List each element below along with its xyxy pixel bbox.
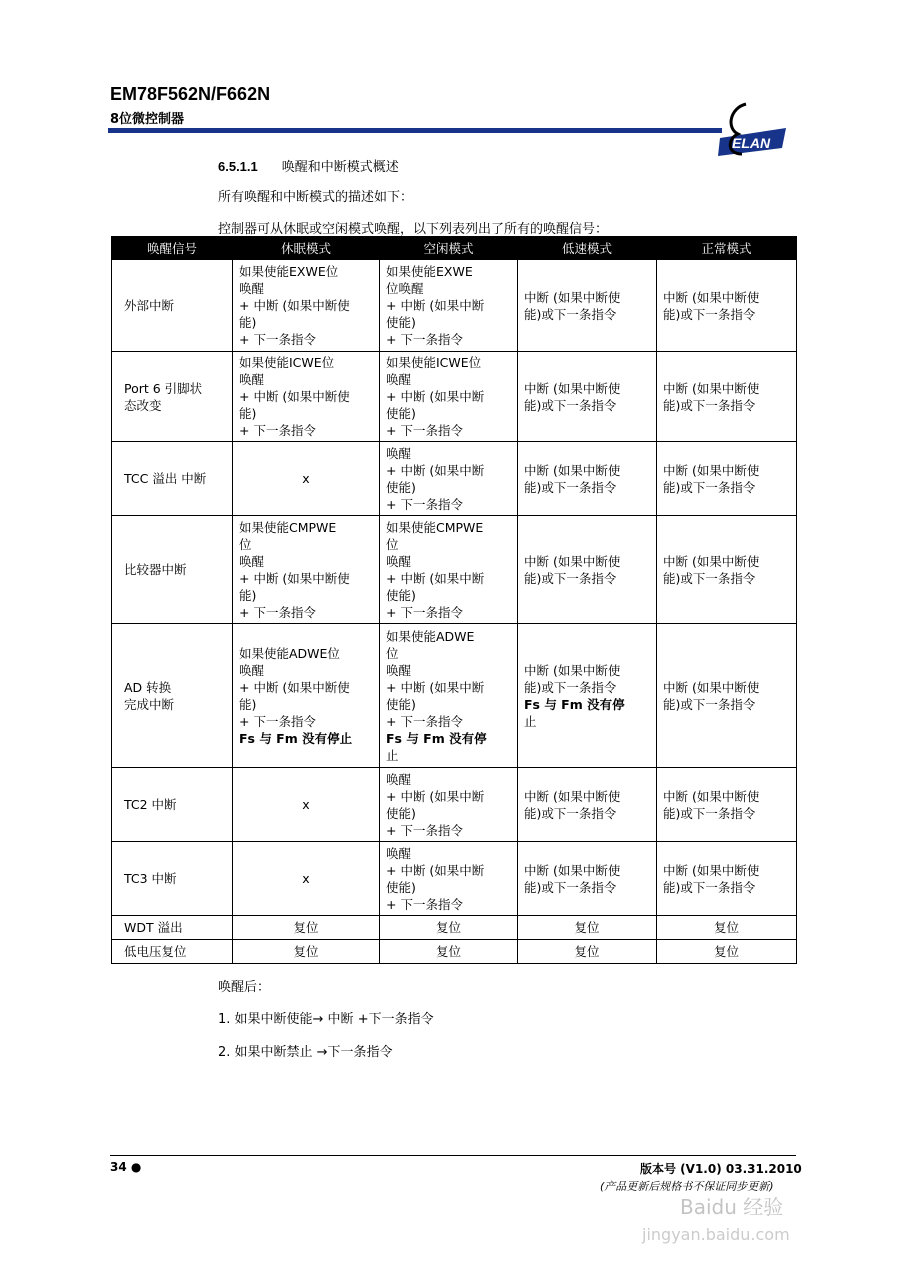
cell-line: 能)或下一条指令 bbox=[663, 397, 756, 413]
cell-line: Fs 与 Fm 没有停止 bbox=[239, 730, 353, 746]
after-wakeup-item-1: 1. 如果中断使能→ 中断 +下一条指令 bbox=[218, 1012, 434, 1027]
cell-line: 能)或下一条指令 bbox=[524, 479, 617, 495]
cell-line: + 下一条指令 bbox=[239, 332, 316, 347]
cell-line: 中断 (如果中断使 bbox=[524, 788, 621, 804]
cell-line: 唤醒 bbox=[239, 553, 265, 569]
cell-line: 能)或下一条指令 bbox=[663, 479, 756, 495]
table-row bbox=[112, 624, 797, 768]
cell-sleep bbox=[233, 624, 380, 768]
cell-low bbox=[518, 260, 657, 352]
cell-low bbox=[518, 352, 657, 442]
cell-line: + 下一条指令 bbox=[239, 423, 316, 438]
cell-signal bbox=[112, 352, 233, 442]
cell-line: + 中断 (如果中断 bbox=[386, 298, 485, 313]
cell-line: 低电压复位 bbox=[124, 944, 187, 959]
cell-line: 使能) bbox=[386, 479, 416, 495]
cell-line: 中断 (如果中断使 bbox=[524, 289, 621, 305]
cell-line: 使能) bbox=[386, 406, 416, 421]
cell-line: 能)或下一条指令 bbox=[524, 397, 617, 413]
cell-line: + 下一条指令 bbox=[239, 713, 316, 729]
cell-line: 复位 bbox=[713, 944, 739, 959]
cell-line: 完成中断 bbox=[124, 696, 175, 712]
cell-sleep bbox=[233, 768, 380, 842]
cell-line: + 下一条指令 bbox=[386, 332, 463, 347]
doc-title: EM78F562N/F662N bbox=[110, 84, 271, 104]
cell-line: AD 转换 bbox=[124, 679, 172, 695]
cell-line: 复位 bbox=[435, 920, 461, 935]
cell-line: + 下一条指令 bbox=[386, 423, 463, 438]
table-row bbox=[112, 768, 797, 842]
table-row bbox=[112, 260, 797, 352]
cell-line: 复位 bbox=[293, 944, 319, 959]
cell-sleep bbox=[233, 352, 380, 442]
footer-note: (产品更新后规格书不保证同步更新) bbox=[600, 1180, 774, 1193]
cell-line: + 中断 (如果中断 bbox=[386, 570, 485, 586]
cell-line: 中断 (如果中断使 bbox=[524, 862, 621, 878]
cell-line: + 中断 (如果中断使 bbox=[239, 570, 350, 586]
cell-line: 能) bbox=[239, 406, 257, 421]
cell-line: + 中断 (如果中断使 bbox=[239, 298, 350, 313]
cell-line: TC2 中断 bbox=[124, 797, 177, 812]
cell-line: x bbox=[302, 871, 310, 886]
cell-line: 中断 (如果中断使 bbox=[524, 380, 621, 396]
cell-idle bbox=[380, 516, 518, 624]
cell-line: + 下一条指令 bbox=[386, 896, 463, 912]
cell-low bbox=[518, 842, 657, 916]
cell-line: 止 bbox=[386, 747, 399, 763]
cell-line: 唤醒 bbox=[386, 662, 412, 678]
cell-line: Fs 与 Fm 没有停 bbox=[386, 730, 487, 746]
table-header-row bbox=[112, 237, 797, 260]
cell-line: + 中断 (如果中断 bbox=[386, 389, 485, 404]
cell-line: 中断 (如果中断使 bbox=[663, 788, 760, 804]
cell-line: 使能) bbox=[386, 587, 416, 603]
cell-idle bbox=[380, 260, 518, 352]
cell-line: Fs 与 Fm 没有停 bbox=[524, 696, 625, 712]
after-wakeup-item-2: 2. 如果中断禁止 →下一条指令 bbox=[218, 1045, 393, 1060]
cell-normal bbox=[657, 940, 797, 964]
elan-logo bbox=[716, 98, 796, 158]
column-header: 低速模式 bbox=[518, 237, 657, 260]
cell-signal bbox=[112, 842, 233, 916]
cell-sleep bbox=[233, 916, 380, 940]
cell-sleep bbox=[233, 842, 380, 916]
cell-line: TCC 溢出 中断 bbox=[124, 471, 207, 486]
table-row bbox=[112, 442, 797, 516]
cell-low bbox=[518, 940, 657, 964]
cell-line: 使能) bbox=[386, 315, 416, 330]
cell-line: 如果使能EXWE bbox=[386, 264, 473, 279]
cell-line: 能)或下一条指令 bbox=[524, 306, 617, 322]
cell-line: 中断 (如果中断使 bbox=[524, 553, 621, 569]
cell-line: 唤醒 bbox=[239, 662, 265, 678]
cell-sleep bbox=[233, 442, 380, 516]
cell-line: x bbox=[302, 471, 310, 486]
wakeup-signal-table bbox=[111, 236, 797, 964]
cell-line: 能)或下一条指令 bbox=[524, 679, 617, 695]
cell-low bbox=[518, 516, 657, 624]
cell-line: + 中断 (如果中断 bbox=[386, 679, 485, 695]
cell-idle bbox=[380, 768, 518, 842]
cell-line: 使能) bbox=[386, 879, 416, 895]
cell-low bbox=[518, 624, 657, 768]
after-wakeup-label: 唤醒后： bbox=[218, 980, 271, 995]
cell-line: + 下一条指令 bbox=[386, 496, 463, 512]
cell-line: + 中断 (如果中断使 bbox=[239, 389, 350, 404]
svg-text:Baidu 经验: Baidu 经验 bbox=[680, 1195, 784, 1219]
cell-line: 中断 (如果中断使 bbox=[524, 462, 621, 478]
cell-line: 如果使能ICWE位 bbox=[386, 355, 482, 370]
cell-signal bbox=[112, 624, 233, 768]
cell-line: 能)或下一条指令 bbox=[663, 696, 756, 712]
table-row bbox=[112, 516, 797, 624]
cell-line: 态改变 bbox=[124, 397, 162, 413]
cell-sleep bbox=[233, 940, 380, 964]
doc-subtitle: 8位微控制器 bbox=[110, 112, 185, 127]
cell-line: x bbox=[302, 797, 310, 812]
cell-signal bbox=[112, 260, 233, 352]
cell-line: 复位 bbox=[435, 944, 461, 959]
cell-line: + 中断 (如果中断 bbox=[386, 862, 485, 878]
cell-normal bbox=[657, 442, 797, 516]
cell-line: + 中断 (如果中断使 bbox=[239, 679, 350, 695]
cell-line: 能) bbox=[239, 315, 257, 330]
section-heading bbox=[218, 156, 399, 175]
cell-line: + 下一条指令 bbox=[239, 604, 316, 620]
cell-low bbox=[518, 442, 657, 516]
header-rule bbox=[108, 128, 722, 133]
cell-normal bbox=[657, 768, 797, 842]
cell-line: 能)或下一条指令 bbox=[524, 570, 617, 586]
cell-line: 能)或下一条指令 bbox=[524, 879, 617, 895]
cell-line: 能)或下一条指令 bbox=[663, 570, 756, 586]
cell-line: 唤醒 bbox=[386, 372, 412, 387]
section-number: 6.5.1.1 bbox=[218, 159, 258, 174]
cell-idle bbox=[380, 624, 518, 768]
cell-line: 使能) bbox=[386, 805, 416, 821]
cell-line: 如果使能ICWE位 bbox=[239, 355, 335, 370]
column-header: 休眠模式 bbox=[233, 237, 380, 260]
cell-signal bbox=[112, 768, 233, 842]
footer-rule bbox=[110, 1155, 796, 1156]
cell-line: 能)或下一条指令 bbox=[663, 306, 756, 322]
cell-line: TC3 中断 bbox=[124, 871, 177, 886]
cell-line: 复位 bbox=[293, 920, 319, 935]
cell-normal bbox=[657, 516, 797, 624]
baidu-watermark bbox=[640, 1190, 810, 1250]
cell-line: 复位 bbox=[713, 920, 739, 935]
svg-text:jingyan.baidu.com: jingyan.baidu.com bbox=[642, 1225, 790, 1244]
cell-normal bbox=[657, 842, 797, 916]
table-row bbox=[112, 352, 797, 442]
cell-line: 中断 (如果中断使 bbox=[663, 862, 760, 878]
cell-line: 中断 (如果中断使 bbox=[663, 553, 760, 569]
column-header: 空闲模式 bbox=[380, 237, 518, 260]
cell-line: 唤醒 bbox=[239, 281, 265, 296]
cell-normal bbox=[657, 352, 797, 442]
cell-line: 如果使能CMPWE bbox=[239, 519, 337, 535]
cell-line: 中断 (如果中断使 bbox=[663, 380, 760, 396]
cell-line: 位 bbox=[386, 645, 399, 661]
cell-line: 位 bbox=[386, 536, 399, 552]
cell-line: 使能) bbox=[386, 696, 416, 712]
cell-idle bbox=[380, 916, 518, 940]
cell-line: 复位 bbox=[574, 920, 600, 935]
cell-idle bbox=[380, 352, 518, 442]
column-header: 正常模式 bbox=[657, 237, 797, 260]
cell-line: 外部中断 bbox=[124, 298, 175, 313]
cell-line: + 中断 (如果中断 bbox=[386, 462, 485, 478]
cell-line: 位唤醒 bbox=[386, 281, 424, 296]
cell-line: 如果使能CMPWE bbox=[386, 519, 484, 535]
cell-line: 如果使能ADWE位 bbox=[239, 645, 340, 661]
cell-line: 中断 (如果中断使 bbox=[663, 679, 760, 695]
cell-line: 能) bbox=[239, 696, 257, 712]
cell-low bbox=[518, 768, 657, 842]
version-label: 版本号 (V1.0) 03.31.2010 bbox=[640, 1162, 802, 1176]
cell-line: + 下一条指令 bbox=[386, 822, 463, 838]
cell-idle bbox=[380, 442, 518, 516]
cell-line: 中断 (如果中断使 bbox=[663, 462, 760, 478]
cell-line: 位 bbox=[239, 536, 252, 552]
cell-line: 能)或下一条指令 bbox=[663, 879, 756, 895]
cell-line: 复位 bbox=[574, 944, 600, 959]
cell-line: 如果使能ADWE bbox=[386, 628, 475, 644]
cell-signal bbox=[112, 516, 233, 624]
intro-text-1: 所有唤醒和中断模式的描述如下： bbox=[218, 190, 414, 205]
cell-signal bbox=[112, 940, 233, 964]
cell-line: + 中断 (如果中断 bbox=[386, 788, 485, 804]
cell-signal bbox=[112, 442, 233, 516]
cell-line: 比较器中断 bbox=[124, 562, 187, 577]
cell-normal bbox=[657, 624, 797, 768]
cell-idle bbox=[380, 842, 518, 916]
cell-signal bbox=[112, 916, 233, 940]
page-number: 34 ● bbox=[110, 1160, 142, 1174]
cell-line: Port 6 引脚状 bbox=[124, 380, 203, 396]
cell-low bbox=[518, 916, 657, 940]
cell-line: 唤醒 bbox=[386, 553, 412, 569]
cell-line: 能)或下一条指令 bbox=[663, 805, 756, 821]
column-header: 唤醒信号 bbox=[112, 237, 233, 260]
cell-line: 唤醒 bbox=[386, 445, 412, 461]
cell-line: 唤醒 bbox=[386, 771, 412, 787]
table-row bbox=[112, 940, 797, 964]
svg-text:ELAN: ELAN bbox=[732, 135, 771, 151]
cell-sleep bbox=[233, 516, 380, 624]
cell-line: 能)或下一条指令 bbox=[524, 805, 617, 821]
intro-text-2: 控制器可从休眠或空闲模式唤醒，以下列表列出了所有的唤醒信号： bbox=[218, 222, 609, 237]
cell-line: 止 bbox=[524, 713, 537, 729]
cell-line: 能) bbox=[239, 587, 257, 603]
cell-normal bbox=[657, 916, 797, 940]
cell-idle bbox=[380, 940, 518, 964]
cell-line: + 下一条指令 bbox=[386, 713, 463, 729]
cell-normal bbox=[657, 260, 797, 352]
cell-line: 中断 (如果中断使 bbox=[663, 289, 760, 305]
cell-line: 唤醒 bbox=[386, 845, 412, 861]
table-row bbox=[112, 842, 797, 916]
section-title: 唤醒和中断模式概述 bbox=[281, 160, 399, 175]
cell-line: + 下一条指令 bbox=[386, 604, 463, 620]
cell-line: 唤醒 bbox=[239, 372, 265, 387]
table-row bbox=[112, 916, 797, 940]
cell-sleep bbox=[233, 260, 380, 352]
cell-line: WDT 溢出 bbox=[124, 920, 183, 935]
cell-line: 如果使能EXWE位 bbox=[239, 264, 339, 279]
cell-line: 中断 (如果中断使 bbox=[524, 662, 621, 678]
